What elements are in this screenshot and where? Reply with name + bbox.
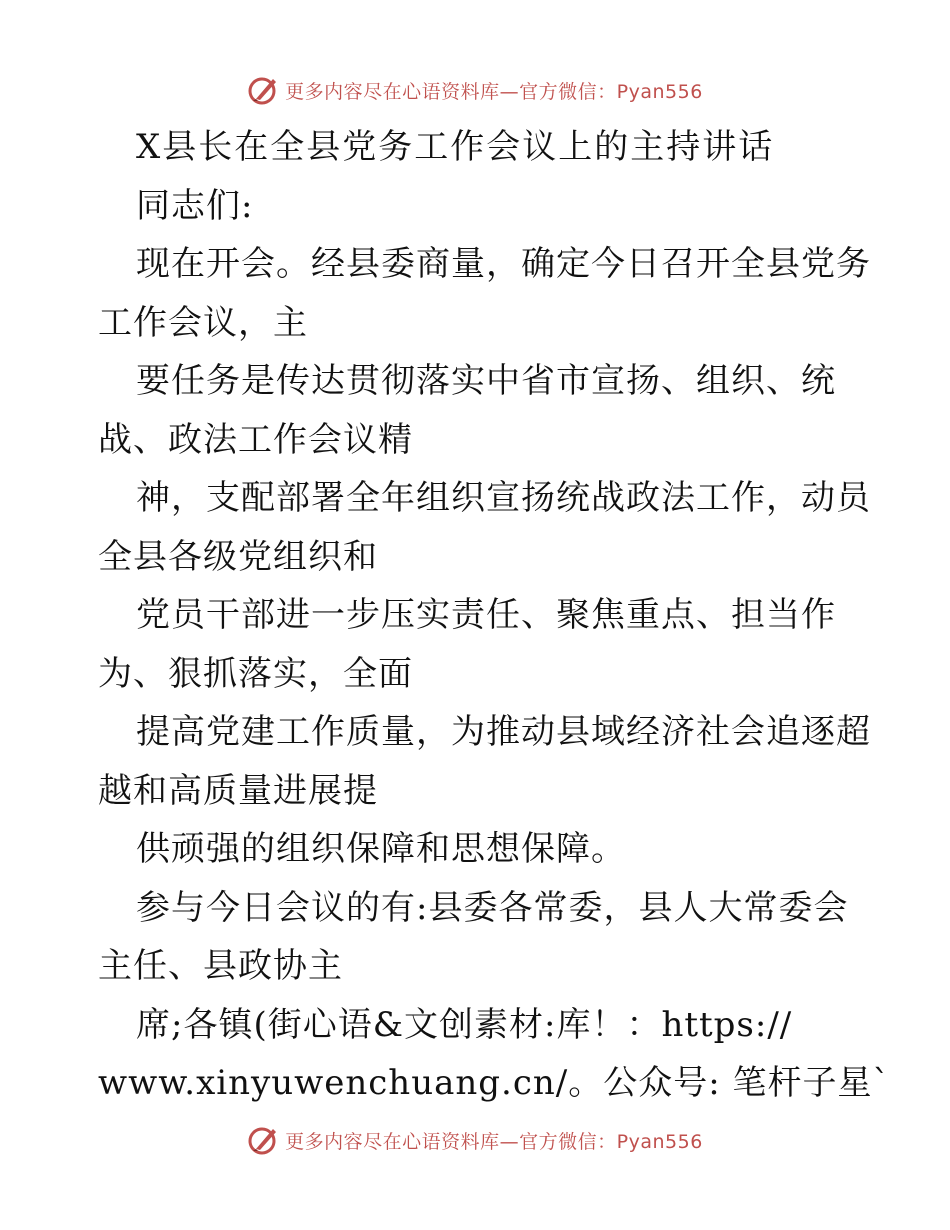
footer-banner bbox=[0, 1120, 950, 1160]
paragraph-line: 主任、县政协主 bbox=[98, 946, 343, 986]
footer-banner-text: 更多内容尽在心语资料库—官方微信：Pyan556 bbox=[285, 1130, 703, 1153]
quill-pen-logo-icon bbox=[247, 74, 279, 106]
paragraph-line: 为、狠抓落实，全面 bbox=[98, 653, 413, 694]
paragraph-line: 供顽强的组织保障和思想保障。 bbox=[136, 829, 626, 869]
quill-pen-logo-icon bbox=[247, 1124, 279, 1156]
paragraph-line: 席;各镇(街心语&文创素材:库！：https:// bbox=[136, 1004, 793, 1045]
paragraph-line: 同志们: bbox=[136, 185, 254, 226]
header-banner bbox=[0, 70, 950, 110]
paragraph-line: 工作会议，主 bbox=[98, 302, 308, 343]
paragraph-line: 参与今日会议的有:县委各常委，县人大常委会 bbox=[136, 887, 849, 928]
paragraph-line: 全县各级党组织和 bbox=[98, 536, 378, 577]
paragraph-line: 战、政法工作会议精 bbox=[98, 419, 413, 460]
paragraph-line: 现在开会。经县委商量，确定今日召开全县党务 bbox=[136, 244, 871, 284]
paragraph-line: 提高党建工作质量，为推动县域经济社会追逐超 bbox=[136, 712, 871, 752]
header-banner-text: 更多内容尽在心语资料库—官方微信：Pyan556 bbox=[285, 80, 703, 103]
document-body bbox=[98, 118, 891, 1113]
paragraph-line: www.xinyuwenchuang.cn/。公众号: 笔杆子星` bbox=[98, 1063, 891, 1103]
paragraph-line: 神，支配部署全年组织宣扬统战政法工作，动员 bbox=[136, 478, 871, 518]
paragraph-line: 党员干部进一步压实责任、聚焦重点、担当作 bbox=[136, 595, 836, 635]
document-title: X县长在全县党务工作会议上的主持讲话 bbox=[136, 127, 775, 167]
paragraph-line: 越和高质量进展提 bbox=[98, 770, 378, 811]
paragraph-line: 要任务是传达贯彻落实中省市宣扬、组织、统 bbox=[136, 361, 836, 401]
